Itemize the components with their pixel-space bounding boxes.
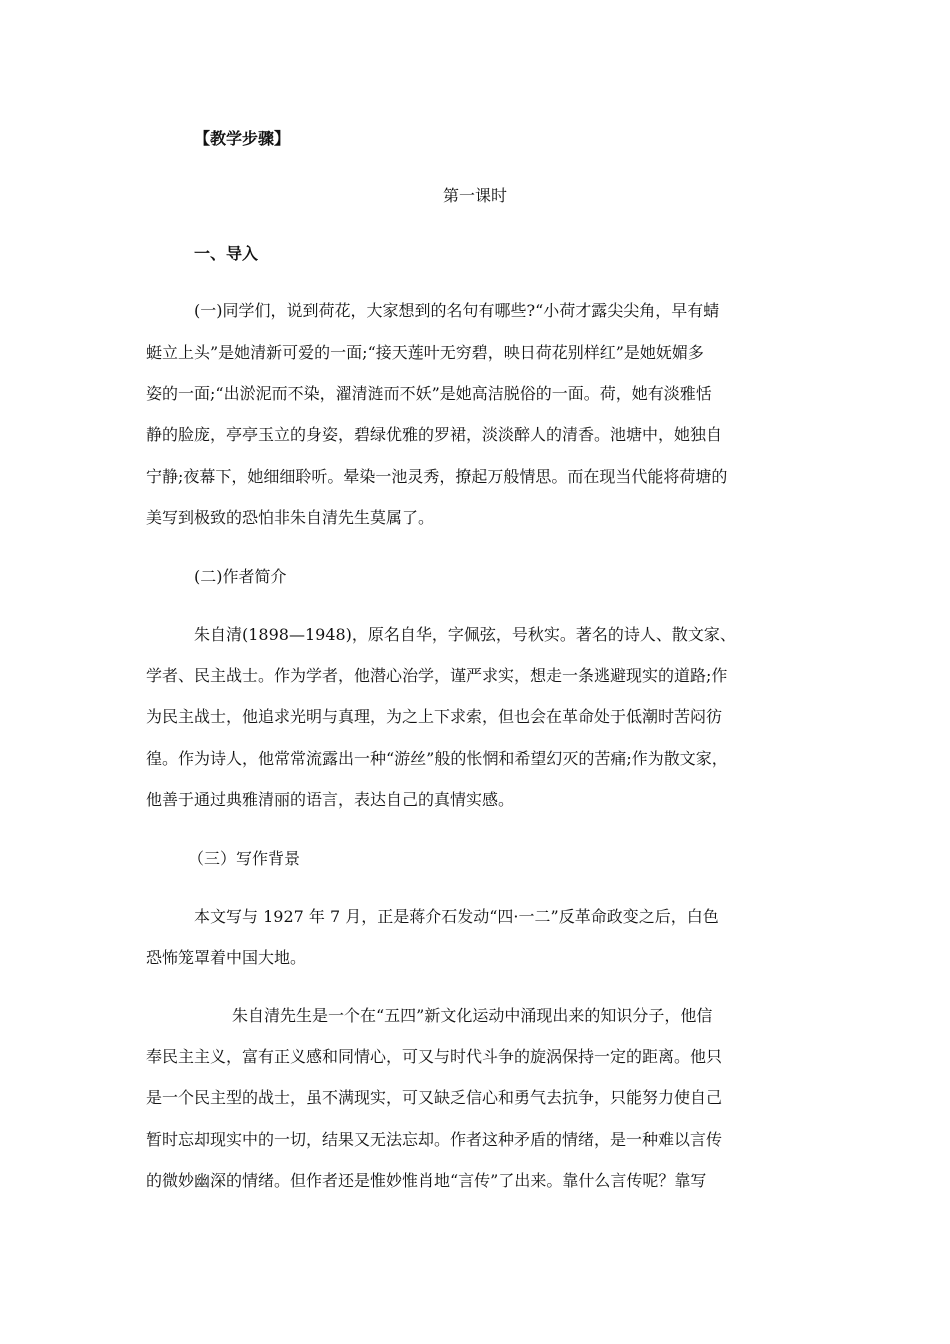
- text-line: 蜓立上头”是她清新可爱的一面;“接天莲叶无穷碧，映日荷花别样红”是她妩媚多: [146, 343, 704, 362]
- text-line: 徨。作为诗人，他常常流露出一种“游丝”般的怅惘和希望幻灭的苦痛;作为散文家，: [146, 749, 728, 768]
- text-line: 姿的一面;“出淤泥而不染，濯清涟而不妖”是她高洁脱俗的一面。荷，她有淡雅恬: [146, 384, 712, 403]
- text-line: 学者、民主战士。作为学者，他潜心治学，谨严求实，想走一条逃避现实的道路;作: [146, 666, 728, 685]
- text-line: 暂时忘却现实中的一切，结果又无法忘却。作者这种矛盾的情绪，是一种难以言传: [146, 1130, 723, 1149]
- steps-heading: 【教学步骤】: [194, 129, 291, 148]
- text-line: 朱自清先生是一个在“五四”新文化运动中涌现出来的知识分子，他信: [232, 1006, 713, 1025]
- text-line: 宁静;夜幕下，她细细聆听。晕染一池灵秀，撩起万般情思。而在现当代能将荷塘的: [146, 467, 728, 486]
- text-line: 是一个民主型的战士，虽不满现实，可又缺乏信心和勇气去抗争，只能努力使自己: [146, 1088, 723, 1107]
- text-line: (一)同学们，说到荷花，大家想到的名句有哪些?“小荷才露尖尖角，早有蜻: [194, 301, 720, 320]
- text-line: 为民主战士，他追求光明与真理，为之上下求索，但也会在革命处于低潮时苦闷彷: [146, 707, 723, 726]
- text-line: 的微妙幽深的情绪。但作者还是惟妙惟肖地“言传”了出来。靠什么言传呢？靠写: [146, 1171, 707, 1190]
- text-line: 奉民主主义，富有正义感和同情心，可又与时代斗争的旋涡保持一定的距离。他只: [146, 1047, 723, 1066]
- text-line: 本文写与 1927 年 7 月，正是蒋介石发动“四·一二”反革命政变之后，白色: [194, 907, 719, 926]
- section-title-intro: 一、导入: [194, 244, 259, 263]
- subsection-title-author: (二)作者简介: [194, 567, 287, 586]
- text-line: 美写到极致的恐怕非朱自清先生莫属了。: [146, 508, 435, 527]
- subsection-title-background: （三）写作背景: [188, 849, 301, 868]
- lesson-title: 第一课时: [443, 186, 508, 205]
- text-line: 恐怖笼罩着中国大地。: [146, 948, 307, 967]
- text-line: 他善于通过典雅清丽的语言，表达自己的真情实感。: [146, 790, 515, 809]
- text-line: 静的脸庞，亭亭玉立的身姿，碧绿优雅的罗裙，淡淡醉人的清香。池塘中，她独自: [146, 425, 723, 444]
- text-line: 朱自清(1898—1948)，原名自华，字佩弦，号秋实。著名的诗人、散文家、: [194, 625, 736, 644]
